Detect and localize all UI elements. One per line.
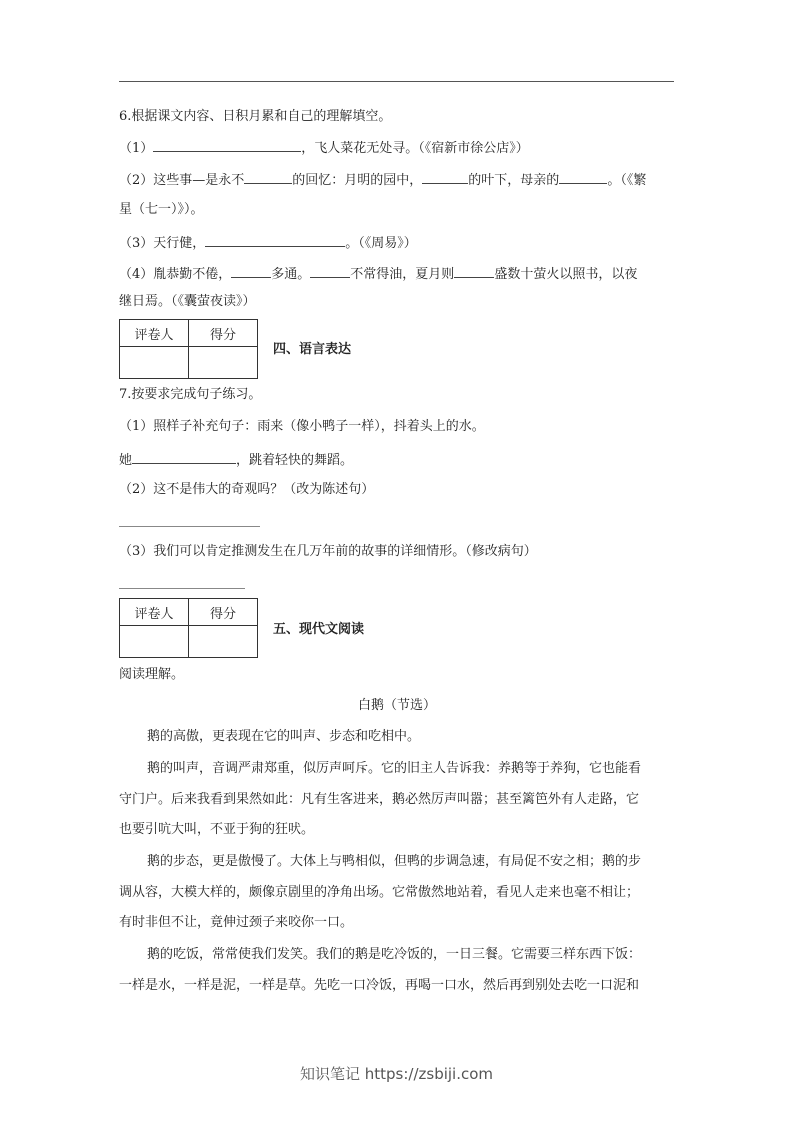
- score-table-section-4: [119, 319, 258, 379]
- q6-item-4: [119, 264, 675, 284]
- score-cell[interactable]: [189, 347, 258, 379]
- reviewer-header: 评卷人: [120, 320, 189, 347]
- q6-item-2: [119, 170, 675, 190]
- q6-item-2-part-a: （2）这些事—是永不: [119, 173, 245, 188]
- fill-blank[interactable]: [310, 264, 350, 278]
- score-cell[interactable]: [189, 626, 258, 658]
- reading-title: 白鹅（节选）: [357, 698, 436, 713]
- q6-item-1-suffix: ，飞人菜花无处寻。（《宿新市徐公店》）: [301, 141, 529, 156]
- q6-item-4-part-d: 盛数十萤火以照书，以夜: [494, 267, 638, 282]
- q6-item-1-prefix: （1）: [119, 141, 154, 156]
- fill-blank[interactable]: [244, 170, 292, 184]
- q6-item-4-part-b: 多通。: [271, 267, 311, 282]
- reading-paragraph-2-line-2: 守门户。后来我看到果然如此：凡有生客进来，鹅必然厉声叫嚣；甚至篱笆外有人走路，它: [119, 792, 640, 807]
- reading-paragraph-3-line-3: 有时非但不让，竟伸过颈子来咬你一口。: [119, 915, 354, 930]
- q7-item-1-answer-suffix: ，跳着轻快的舞蹈。: [236, 453, 354, 468]
- q6-item-3-suffix: 。（《周易》）: [345, 236, 417, 251]
- q7-item-2: （2）这不是伟大的奇观吗？（改为陈述句）: [119, 482, 375, 497]
- fill-blank[interactable]: [231, 264, 271, 278]
- section-4-title: 四、语言表达: [273, 342, 352, 357]
- q6-item-3: [119, 233, 675, 253]
- q7-item-1: （1）照样子补充句子：雨来（像小鸭子一样），抖着头上的水。: [119, 419, 485, 434]
- reading-paragraph-4-line-1: 鹅的吃饭，常常使我们发笑。我们的鹅是吃冷饭的，一日三餐。它需要三样东西下饭：: [147, 947, 642, 962]
- fill-blank[interactable]: [132, 450, 236, 464]
- fill-blank[interactable]: [422, 170, 468, 184]
- reviewer-cell[interactable]: [120, 347, 189, 379]
- q6-item-4-part-c: 不常得油，夏月则: [350, 267, 455, 282]
- q7-item-1-answer-prefix: 她: [119, 453, 133, 468]
- fill-blank[interactable]: [454, 264, 494, 278]
- reading-paragraph-3-line-1: 鹅的步态，更是傲慢了。大体上与鸭相似，但鸭的步调急速，有局促不安之相；鹅的步: [147, 854, 642, 869]
- q6-item-2-part-d: 。（《繁: [607, 173, 647, 188]
- reading-intro: 阅读理解。: [119, 667, 185, 682]
- q7-item-3: （3）我们可以肯定推测发生在几万年前的故事的详细情形。（修改病句）: [119, 544, 537, 559]
- score-table-section-5: [119, 598, 258, 658]
- fill-blank[interactable]: [153, 138, 301, 152]
- score-header: 得分: [189, 599, 258, 626]
- q6-item-4-cont: 继日焉。（《囊萤夜读》）: [119, 294, 256, 309]
- q6-item-1: [119, 138, 675, 158]
- header-rule: [119, 81, 674, 82]
- footer-watermark: 知识笔记 https://zsbiji.com: [299, 1065, 494, 1083]
- reviewer-header: 评卷人: [120, 599, 189, 626]
- reviewer-cell[interactable]: [120, 626, 189, 658]
- fill-blank[interactable]: [559, 170, 607, 184]
- answer-line[interactable]: [119, 588, 245, 589]
- reading-paragraph-1: 鹅的高傲，更表现在它的叫声、步态和吃相中。: [147, 729, 421, 744]
- q7-item-1-answer: [119, 450, 675, 470]
- score-header: 得分: [189, 320, 258, 347]
- q7-title: 7.按要求完成句子练习。: [119, 387, 262, 402]
- q6-item-2-cont: 星（七一）》）。: [119, 202, 204, 217]
- reading-paragraph-4-line-2: 一样是水，一样是泥，一样是草。先吃一口冷饭，再喝一口水，然后再到别处去吃一口泥和: [119, 978, 640, 993]
- q6-item-2-part-b: 的回忆：月明的园中，: [292, 173, 423, 188]
- fill-blank[interactable]: [205, 233, 345, 247]
- reading-paragraph-2-line-3: 也要引吭大叫，不亚于狗的狂吠。: [119, 822, 315, 837]
- q6-title: 6.根据课文内容、日积月累和自己的理解填空。: [119, 109, 392, 124]
- q6-item-2-part-c: 的叶下，母亲的: [468, 173, 560, 188]
- reading-paragraph-2-line-1: 鹅的叫声，音调严肃郑重，似厉声呵斥。它的旧主人告诉我：养鹅等于养狗，它也能看: [147, 761, 642, 776]
- reading-paragraph-3-line-2: 调从容，大模大样的，颇像京剧里的净角出场。它常傲然地站着，看见人走来也毫不相让；: [119, 885, 640, 900]
- q6-item-4-part-a: （4）胤恭勤不倦，: [119, 267, 232, 282]
- answer-line[interactable]: [119, 526, 260, 527]
- q6-item-3-prefix: （3）天行健，: [119, 236, 206, 251]
- section-5-title: 五、现代文阅读: [273, 622, 365, 637]
